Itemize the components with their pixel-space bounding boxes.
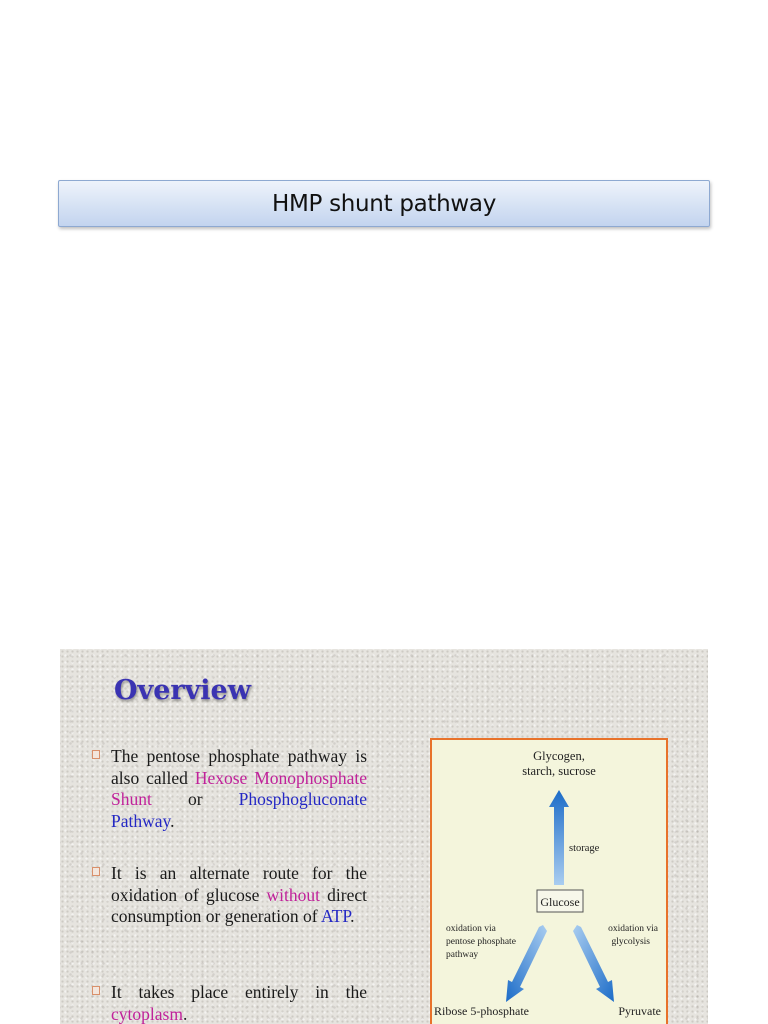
bullet-item	[92, 863, 367, 928]
slide-title-box	[58, 180, 710, 227]
ppp-label-line2: pentose phosphate	[446, 937, 516, 947]
glycolysis-arrow	[573, 925, 614, 1002]
bullet-icon	[92, 867, 100, 876]
bullet-text: It takes place entirely in the cytoplasm.	[111, 982, 367, 1024]
diagram-svg	[432, 740, 666, 1024]
ppp-label-line1: oxidation via	[446, 924, 496, 934]
storage-arrow	[549, 790, 569, 885]
glycogen-label: Glycogen,	[533, 749, 585, 763]
glycolysis-label-line2: glycolysis	[611, 937, 650, 947]
bullet-item	[92, 982, 367, 1024]
glycolysis-label-line1: oxidation via	[608, 924, 658, 934]
slide-title: HMP shunt pathway	[271, 190, 497, 217]
storage-label: storage	[569, 843, 600, 854]
bullet-text: The pentose phosphate pathway is also called Hexose Monophosphate Shunt or Phosphogluconate Pathway.	[111, 746, 367, 831]
bullet-icon	[92, 986, 100, 995]
overview-slide	[60, 649, 708, 1024]
ppp-label-line3: pathway	[446, 950, 479, 960]
glucose-fate-diagram	[430, 738, 668, 1024]
ribose-5-phosphate-label: Ribose 5-phosphate	[434, 1004, 529, 1018]
bullet-item	[92, 746, 367, 832]
overview-heading: Overview	[114, 675, 251, 706]
glucose-label: Glucose	[540, 895, 580, 909]
pyruvate-label: Pyruvate	[618, 1004, 661, 1018]
starch-sucrose-label: starch, sucrose	[522, 764, 596, 778]
bullet-icon	[92, 750, 100, 759]
bullet-text: It is an alternate route for the oxidation of glucose without direct consumption or generation of ATP.	[111, 863, 368, 926]
